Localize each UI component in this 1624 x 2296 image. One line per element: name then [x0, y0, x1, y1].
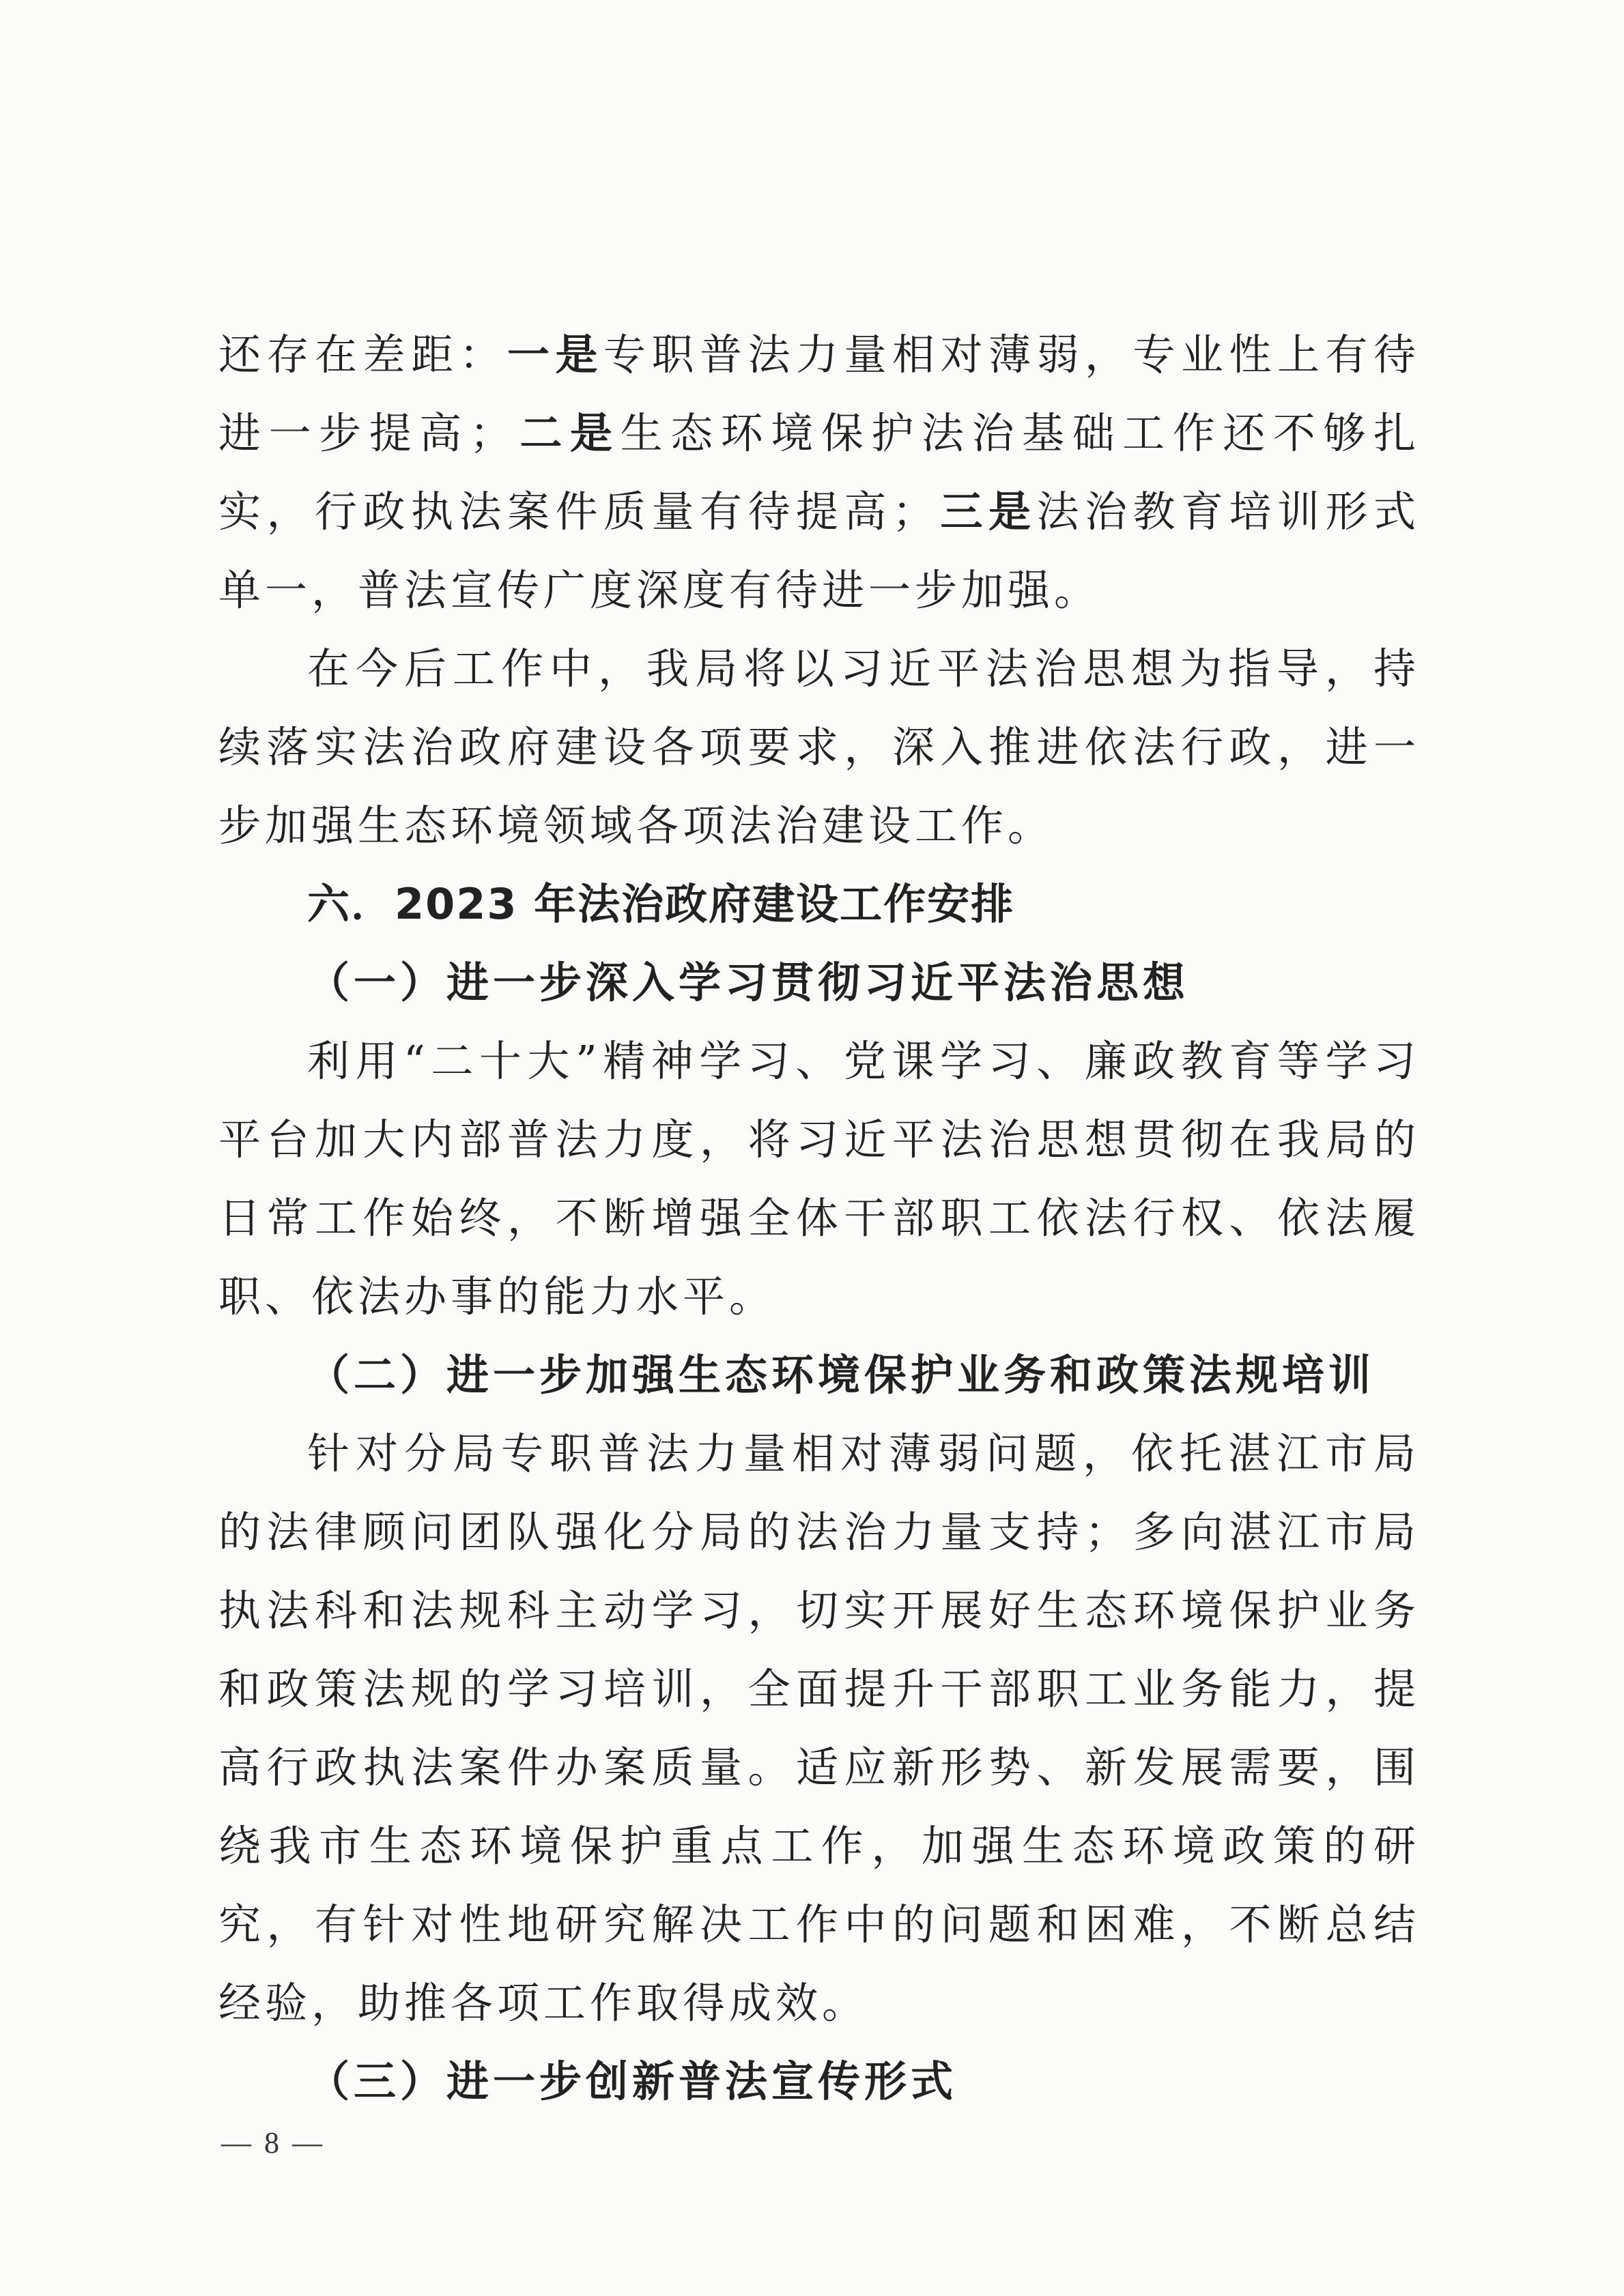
text-segment: 还存在差距：	[218, 330, 507, 379]
text-segment: 法治教育培训形式单一，普法宣传广度深度有待进一步加强。	[218, 487, 1420, 615]
subsection-1-body: 利用“二十大”精神学习、党课学习、廉政教育等学习平台加大内部普法力度，将习近平法治思想贯彻在我局的 日常工作始终，不断增强全体干部职工依法行权、依法履职、依法办事的能力水平。	[218, 1036, 1420, 1321]
bold-marker-2: 二是	[515, 408, 621, 458]
subsection-2-body: 针对分局专职普法力量相对薄弱问题，依托湛江市局的法律顾问团队强化分局的法治力量支持；多向湛江市局执法科和法规科主动学习，切实开展好生态环境保护业务和政策法规的学习培训，全面提升干部职工业务能力，提高行政执法案件办案质量。适应新形势、新发展需要，围绕我市生态环境保护重点工作，加强生态环境政策的研究，有针对性地研究解决工作中的问题和困难，不断总结经验，助推各项工作取得成效。	[218, 1429, 1420, 2028]
bold-marker-1: 一是	[507, 330, 603, 379]
document-body	[218, 315, 1420, 2121]
section-6-heading: 六．2023 年法治政府建设工作安排	[307, 879, 1015, 929]
subsection-1-heading: （一）进一步深入学习贯彻习近平法治思想	[307, 958, 1190, 1007]
page-number: — 8 —	[221, 2126, 325, 2159]
text-segment: 专职普法力量相对薄弱，专业性上有待进一步提高；	[218, 330, 1420, 458]
subsection-2-heading: （二）进一步加强生态环境保护业务和政策法规培训	[307, 1350, 1376, 1400]
text-segment: 生态环境保护法治基础工作还不够扎实，行政执法案件质量有待提高；	[218, 408, 1420, 536]
subsection-3-heading: （三）进一步创新普法宣传形式	[307, 2056, 958, 2106]
bold-marker-3: 三是	[938, 487, 1037, 536]
paragraph-gaps	[218, 315, 1420, 629]
paragraph-future-work: 在今后工作中，我局将以习近平法治思想为指导，持续落实法治政府建设各项要求，深入推进依法行政，进一步加强生态环境领域各项法治建设工作。	[218, 644, 1420, 850]
